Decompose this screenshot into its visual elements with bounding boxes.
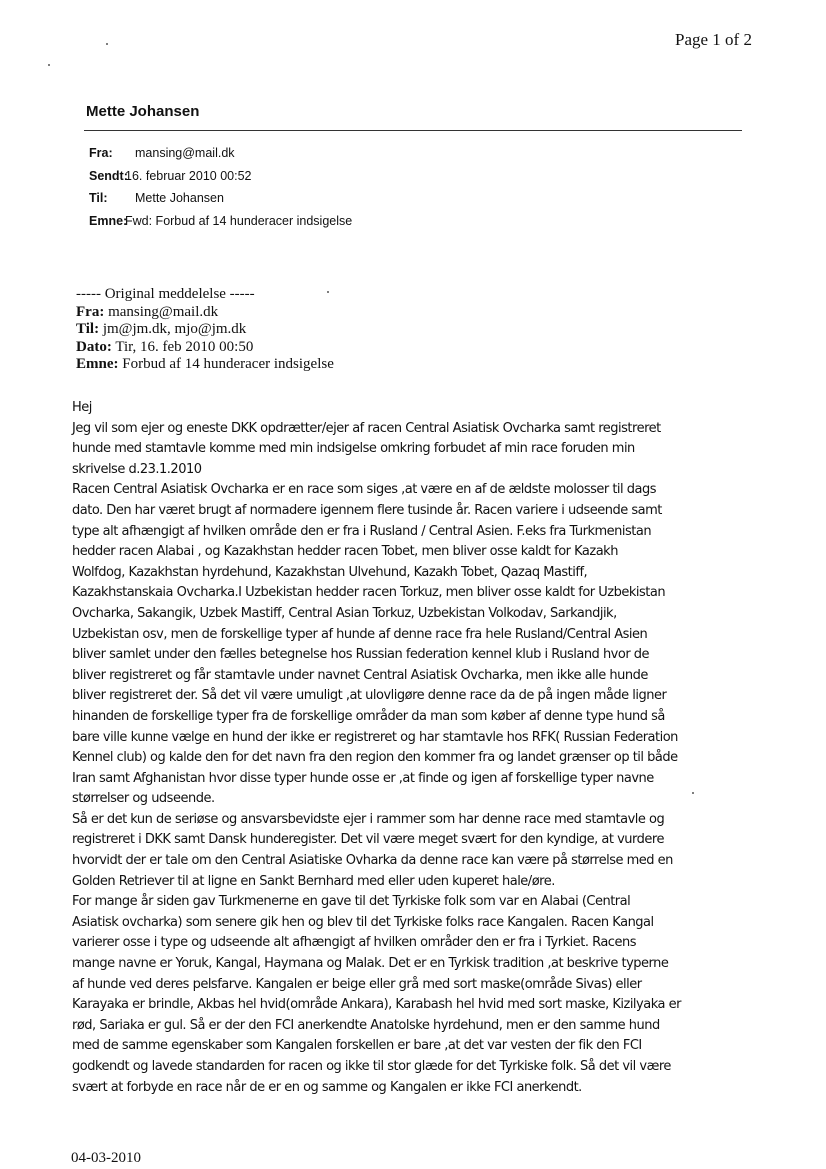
original-date-label: Dato:	[76, 338, 112, 355]
body-line: hvorvidt der er tale om den Central Asiatiske Ovharka da denne race kan være på størrelse med en	[72, 853, 673, 869]
body-line: Karayaka er brindle, Akbas hel hvid(område Ankara), Karabash hel hvid med sort maske, Kizilyaka er	[72, 997, 681, 1013]
original-subject-label: Emne:	[76, 356, 119, 372]
body-line: Ovcharka, Sakangik, Uzbek Mastiff, Central Asian Torkuz, Uzbekistan Volkodav, Sarkandjik,	[72, 605, 617, 621]
footer-date: 04-03-2010	[71, 1150, 141, 1166]
original-date	[76, 339, 334, 357]
original-divider: ----- Original meddelelse -----	[76, 286, 255, 302]
original-from-label: Fra:	[76, 303, 105, 320]
header-to-value: Mette Johansen	[135, 191, 224, 205]
body-line: svært at forbyde en race når de er en og samme og Kangalen er ikke FCI anerkendt.	[72, 1079, 582, 1095]
header-from	[89, 142, 352, 165]
original-from-value: mansing@mail.dk	[108, 303, 219, 320]
message-body	[72, 398, 762, 1098]
page-number: Page 1 of 2	[675, 30, 752, 49]
body-line: registreret i DKK samt Dansk hunderegister. Det vil være meget svært for den kyndige, at vurdere	[72, 832, 664, 848]
body-line: rød, Sariaka er gul. Så er der den FCI anerkendte Anatolske hyrdehund, men er den samme hund	[72, 1017, 660, 1033]
body-line: Kazakhstanskaia Ovcharka.I Uzbekistan hedder racen Torkuz, men bliver osse kaldt for Uzbekistan	[72, 585, 666, 601]
body-line: mange navne er Yoruk, Kangal, Haymana og Malak. Det er en Tyrkisk tradition ,at beskrive typerne	[72, 956, 669, 972]
original-subject-value: Forbud af 14 hunderacer indsigelse	[122, 356, 334, 372]
body-line: Wolfdog, Kazakhstan hyrdehund, Kazakhstan Ulvehund, Kazakh Tobet, Qazaq Mastiff,	[72, 564, 588, 580]
header-divider	[84, 130, 742, 131]
body-line: skrivelse d.23.1.2010	[72, 461, 202, 477]
header-subject-label: Emne:	[89, 213, 128, 228]
body-line: For mange år siden gav Turkmenerne en gave til det Tyrkiske folk som var en Alabai (Central	[72, 894, 631, 910]
body-line: hunde med stamtavle komme med min indsigelse omkring forbudet af min race foruden min	[72, 441, 635, 457]
body-line: Så er det kun de seriøse og ansvarsbevidste ejer i rammer som har denne race med stamtavle og	[72, 811, 665, 827]
body-line: varierer osse i type og udseende alt afhængigt af hvilken områder den er fra i Tyrkiet. Racens	[72, 935, 636, 951]
body-line: Hej	[72, 400, 92, 415]
body-line: med de samme egenskaber som Kangalen forskellen er bare ,at det var vesten der fik den FCI	[72, 1038, 642, 1054]
original-message-header	[76, 286, 334, 374]
body-line: af hunde ved deres pelsfarve. Kangalen er beige eller grå med sort maske(område Sivas) eller	[72, 976, 642, 992]
header-subject	[89, 210, 352, 233]
header-sent	[89, 165, 352, 188]
header-sent-value: 16. februar 2010 00:52	[125, 168, 252, 183]
scan-speck	[692, 792, 694, 794]
sender-name: Mette Johansen	[86, 103, 200, 120]
body-line: hedder racen Alabai , og Kazakhstan hedder racen Tobet, men bliver osse kaldt for Kazakh	[72, 544, 618, 560]
email-header	[89, 142, 352, 232]
body-line: Iran samt Afghanistan hvor disse typer hunde osse er ,at finde og igen af forskellige typer navne	[72, 770, 654, 786]
scan-speck	[48, 64, 50, 66]
scan-speck	[106, 43, 108, 45]
header-to	[89, 187, 352, 210]
body-line: Kennel club) og kalde den for det navn fra den region den kommer fra og landet grænser op til både	[72, 750, 678, 766]
body-line: type alt afhængigt af hvilken område den er fra i Rusland / Central Asien. F.eks fra Turkmenistan	[72, 523, 652, 539]
body-line: godkendt og lavede standarden for racen og ikke til stor glæde for det Tyrkiske folk. Så det vil være	[72, 1059, 671, 1074]
body-line: Golden Retriever til at ligne en Sankt Bernhard med eller uden kuperet hale/øre.	[72, 873, 555, 889]
body-line: Uzbekistan osv, men de forskellige typer af hunde af denne race fra hele Rusland/Central Asien	[72, 626, 648, 642]
body-line: bliver registreret og får stamtavle under navnet Central Asiatisk Ovcharka, men ikke alle hunde	[72, 667, 648, 683]
body-line: hinanden de forskellige typer fra de forskellige områder da man som køber af denne type hund så	[72, 708, 665, 724]
body-line: bliver registreret der. Så det vil være umuligt ,at ulovligøre denne race da de på ingen måde ligner	[72, 688, 667, 704]
original-to-value: jm@jm.dk, mjo@jm.dk	[102, 321, 247, 337]
original-to-label: Til:	[76, 321, 100, 337]
original-from	[76, 304, 334, 322]
body-line: Racen Central Asiatisk Ovcharka er en race som siges ,at være en af de ældste molosser til dags	[72, 482, 657, 498]
body-line: bare ville kunne vælge en hund der ikke er registreret og har stamtavle hos RFK( Russian Federation	[72, 729, 678, 745]
original-date-value: Tir, 16. feb 2010 00:50	[115, 338, 254, 355]
body-line: Jeg vil som ejer og eneste DKK opdrætter/ejer af racen Central Asiatisk Ovcharka samt registreret	[72, 420, 661, 436]
header-from-value: mansing@mail.dk	[135, 146, 235, 160]
body-line: bliver samlet under den fælles betegnelse hos Russian federation kennel klub i Rusland hvor de	[72, 647, 650, 663]
body-line: dato. Den har været brugt af normadere igennem flere tusinde år. Racen variere i udseende samt	[72, 502, 662, 518]
header-from-label: Fra:	[89, 146, 113, 160]
scan-speck	[327, 291, 329, 293]
original-subject	[76, 356, 334, 374]
header-to-label: Til:	[89, 191, 108, 205]
original-to	[76, 321, 334, 339]
header-sent-label: Sendt:	[89, 168, 128, 183]
body-line: Asiatisk ovcharka) som senere gik hen og blev til det Tyrkiske folks race Kangalen. Racen Kangal	[72, 914, 654, 930]
body-line: størrelser og udseende.	[72, 791, 215, 807]
header-subject-value: Fwd: Forbud af 14 hunderacer indsigelse	[125, 213, 353, 228]
